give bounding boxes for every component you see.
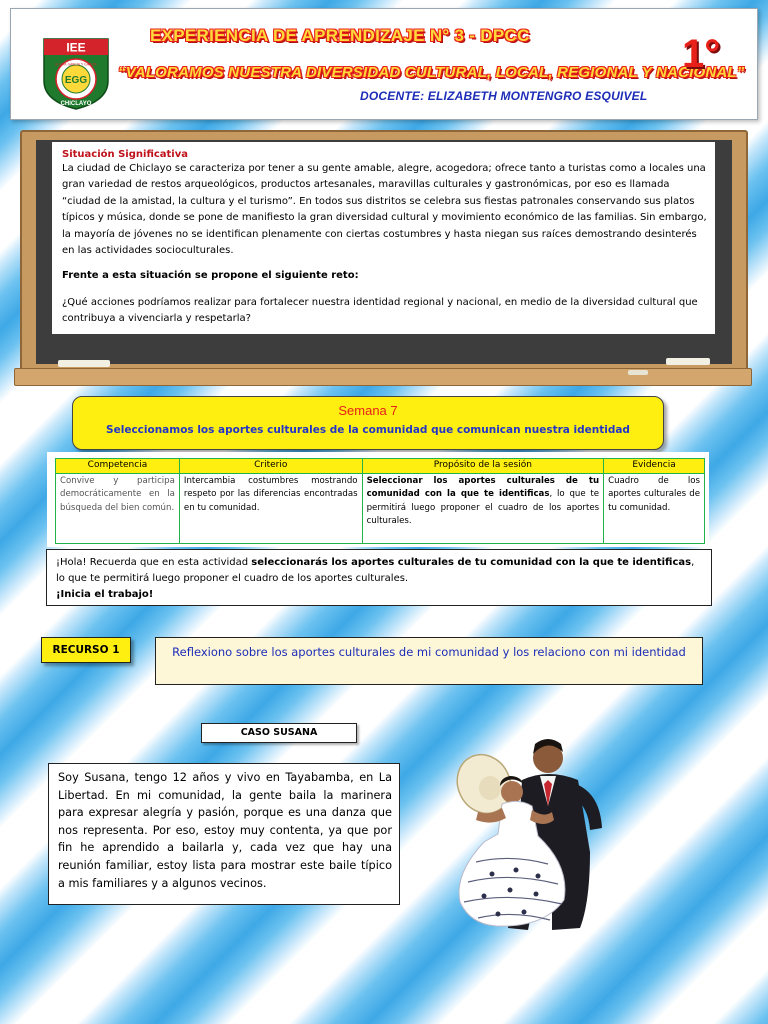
intro-text-bold: seleccionarás los aportes culturales de tu comunidad con la que te identificas — [251, 557, 692, 568]
week-subtitle: Seleccionamos los aportes culturales de la comunidad que comunican nuestra identidad — [106, 424, 630, 436]
intro-text — [56, 555, 704, 603]
proposito-rest: , lo que te permitirá luego proponer el cuadro de los aportes culturales. — [366, 489, 600, 526]
school-logo — [38, 35, 114, 111]
week-title: Semana 7 — [338, 403, 398, 418]
case-title: CASO SUSANA — [201, 723, 357, 743]
table-cell-evidencia: Cuadro de los aportes culturales de tu comunidad. — [604, 473, 705, 543]
challenge-intro: Frente a esta situación se propone el siguiente reto: — [62, 270, 359, 281]
intro-start: ¡Inicia el trabajo! — [56, 589, 154, 600]
table-header-criterio: Criterio — [179, 459, 362, 474]
chalk-piece — [58, 360, 110, 367]
table-header-proposito: Propósito de la sesión — [362, 459, 604, 474]
chalk-piece — [666, 358, 710, 365]
competency-table — [55, 458, 705, 544]
situation-body: La ciudad de Chiclayo se caracteriza por tener a su gente amable, alegre, acogedora; ofrece tanto a turistas como a locales una gran variedad de restos arqueológicos, productos artesanales, maravillas culturales y gastronómicas, por eso es llamada “ciudad de la amistad, la cultura y el turismo”. En todos sus distritos se celebra sus fiestas patronales conservando sus platos típicos y música, donde se pone de manifiesto la gran diversidad cultural y movimiento económico de las familias. Sin embargo, la mayoría de jóvenes no se identifican plenamente con ciertas costumbres y hasta niegan sus raíces demostrando desinterés en las actividades socioculturales. — [62, 163, 707, 257]
logo-bottom-text: CHICLAYO — [60, 101, 92, 107]
logo-center-text: EGG — [64, 75, 88, 86]
resource-prompt: Reflexiono sobre los aportes culturales de mi comunidad y los relaciono con mi identidad — [172, 645, 686, 659]
situation-title: Situación Significativa — [62, 149, 189, 160]
intro-text-b: , lo que te permitirá luego proponer el cuadro de los aportes culturales. — [56, 557, 695, 584]
resource-label: RECURSO 1 — [41, 637, 131, 663]
intro-text-a: ¡Hola! Recuerda que en esta actividad — [56, 557, 252, 568]
teacher-name: DOCENTE: ELIZABETH MONTENGRO ESQUIVEL — [360, 89, 648, 103]
case-text: Soy Susana, tengo 12 años y vivo en Tayabamba, en La Libertad. En mi comunidad, la gente baila la marinera para expresar alegría y pasión, porque es una danza que nos representa. Por eso, estoy muy contenta, ya que por fin he aprendido a bailarla y, cada vez que hay una reunión familiar, estoy lista para mostrar este baile típico a mis familiares y a algunos vecinos. — [58, 771, 392, 890]
table-header-competencia: Competencia — [56, 459, 180, 474]
logo-top-text: IEE — [66, 40, 86, 55]
table-cell-criterio: Intercambia costumbres mostrando respeto por las diferencias encontradas en tu comunidad. — [179, 473, 362, 543]
grade-label: 1° — [682, 32, 721, 76]
logo-ring-text: ELVIRA GARCÍA Y GARCÍA — [55, 62, 97, 67]
experience-title: EXPERIENCIA DE APRENDIZAJE N° 3 - DPCC — [150, 26, 530, 45]
challenge-question: ¿Qué acciones podríamos realizar para fortalecer nuestra identidad regional y nacional, en medio de la diversidad cultural que contribuya a vivenciarla y respetarla? — [62, 297, 698, 325]
chalk-piece — [628, 370, 648, 375]
table-cell-competencia: Convive y participa democráticamente en la búsqueda del bien común. — [56, 473, 180, 543]
table-header-evidencia: Evidencia — [604, 459, 705, 474]
proposito-bold: Seleccionar los aportes culturales de tu comunidad con la que te identificas — [366, 475, 600, 499]
table-cell-proposito — [362, 473, 604, 543]
marinera-dancers-image — [440, 732, 636, 938]
experience-theme: “VALORAMOS NUESTRA DIVERSIDAD CULTURAL, LOCAL, REGIONAL Y NACIONAL” — [118, 64, 745, 81]
